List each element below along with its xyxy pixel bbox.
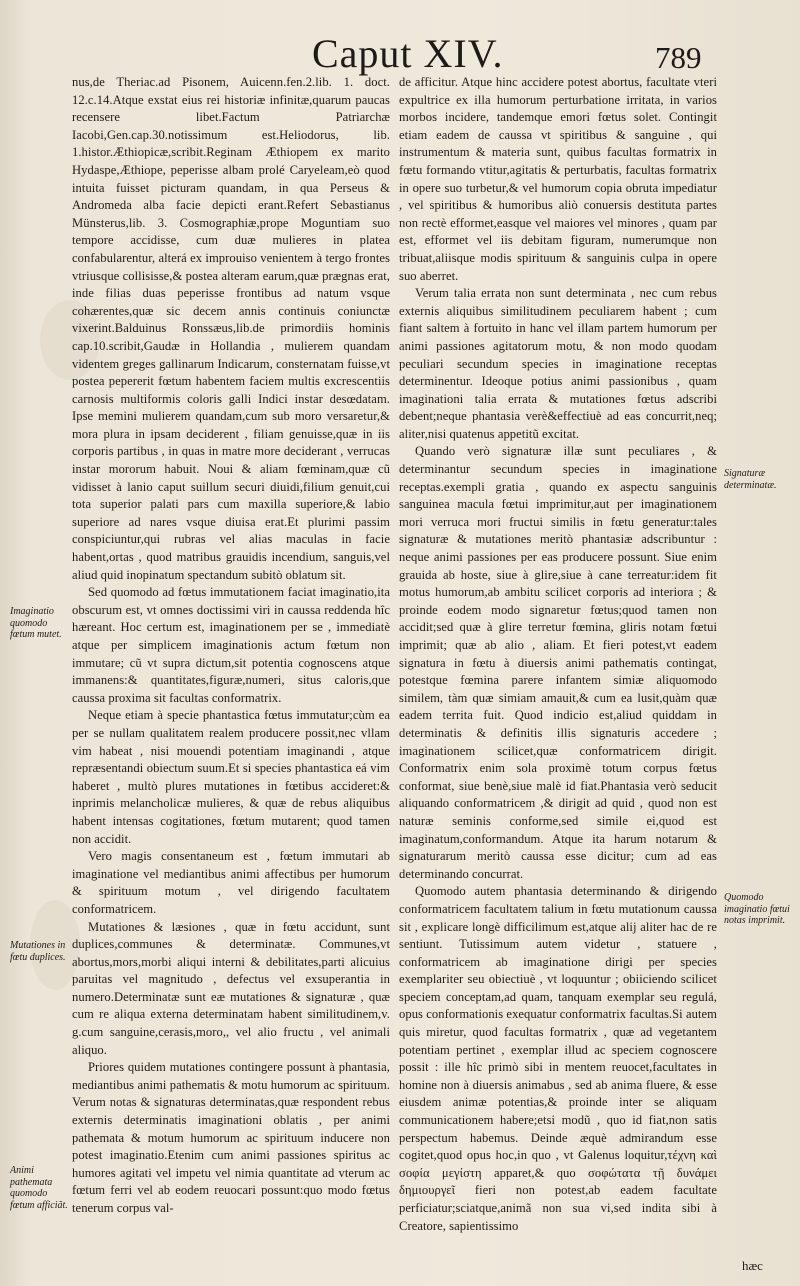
page-header xyxy=(0,28,800,78)
paragraph: de afficitur. Atque hinc accidere potest abortus, facultate vteri expultrice ex illa humorum perturbatione irritata, in varios morbos incidere, tandemque emori fœtus solet. Contingit etiam eadem de caussa vt spiritibus & sanguine , qui instrumentum & materia sunt, quibus facultas formatrix in fœtu formando vtitur,agitatis & perturbatis, facultas formatrix in opere suo turbetur,& vel humorum copia obruta impediatur , vel spiritibus & humoribus aliò conuersis destituta partes non rectè efformet,easque vel maiores vel minores , quam par est, efformet vel iis debitam figuram, numerumque non tribuat,aliisque modis spirituum & sanguinis culpa in opere suo aberret. xyxy=(399,75,717,283)
paragraph: Neque etiam à specie phantastica fœtus immutatur;cùm ea per se nullam qualitatem realem producere possit,nec vllam vim habeat , nisi mouendi potentiam imaginandi , atque repræsentandi obiectum suum.Et si species phantastica eá vim haberet , multò plures mutationes in fœtibus accideret:& inprimis melancholicæ mulieres, & quæ de rebus aliquibus habent intensas cogitationes, fœtum mutarent; quod tamen non accidit. xyxy=(72,708,390,846)
paragraph: nus,de Theriac.ad Pisonem, Auicenn.fen.2.lib. 1. doct. 12.c.14.Atque exstat eius rei historiæ infinitæ,quarum paucas recensere libet.Factum Patriarchæ Iacobi,Gen.cap.30.notissimum est.Heliodorus, lib. 1.histor.Æthiopicæ,scribit.Reginam Æthiopem ex marito Hydaspe,Æthiope, peperisse albam prolé Caryeleam,eò quod intuita fuisset picturam quandam, in qua Perseus & Andromeda alba facie depicti erant.Refert Sebastianus Münsterus,lib. 3. Cosmographiæ,prope Moguntiam suo tempore accidisse, cum duæ mulieres in platea confabularentur, alterá ex improuiso venientem à tergo frontes vtriusque collisisse,& postea alteram earum,quæ prægnas erat, inde filias duas peperisse frontibus ad natum vsque cohærentes,quæ sic decem annis continuis coniunctæ vixerint.Balduinus Ronssæus,lib.de primordiis hominis cap.10.scribit,Gaudæ in Hollandia , mulierem quandam videntem greges gallinarum Indicarum, consternatam fuisse,vt postea pepererit fœtum habentem faciem multis excrescentiis carnosis multiformis coloris galli Indici instar desœdatam. Ipse memini mulierem quandam,cum sub moro versaretur,& mora plura in ipsam deciderent , filiam genuisse,quæ in iis corporis partibus , in quas in matre more deciderant , verrucas instar mororum habuit. Noui & aliam fœminam,quæ cũ vidisset à lanio caput suillum securi diuidi,filium genuit,cui tota superior palati pars cum maxilla superiore,& labio superiore ad nares vsque diuisa erat.Et plurimi passim conspiciuntur,qui rubras vel alias maculas in facie habent,ortas , quod matribus grauidis incendium, sanguis,vel aliud quid inopinatum spectandum subitò oblatum sit. xyxy=(72,75,390,582)
paragraph: Verum talia errata non sunt determinata , nec cum rebus externis aliquibus similitudinem peculiarem habent ; cum fiant saltem à fortuito in hanc vel illam partem humorum per animi passiones agitatorum motu, & non modo quodam peculiari secundum species in imaginatione receptas determinentur. Ideoque potius animi passionibus , quam imaginationi talia errata & mutationes fœtus adscribi debent;neque phantasia verè&effectiuè ad eas concurrit,neq; aliter,nisi quatenus appetitũ excitat. xyxy=(399,286,717,441)
left-text-column xyxy=(72,74,390,1218)
margin-note-signaturae: Signaturæ determinatæ. xyxy=(724,468,777,491)
paragraph: Quomodo autem phantasia determinando & dirigendo conformatricem facultatem talium in fœtu mutationum caussa sit , explicare longè difficilimum est,atque alij aliter hac de re sentiunt. Tutissimum autem videtur , statuere , conformatricem ab imaginatione dirigi per species exemplariter seu obiectiuè , vt loquuntur ; obiiciendo scilicet speciem conceptam,ad quam, tanquam exemplar seu regulá, opus conformationis exequatur conformatrix facultas.Si autem quis miretur, quod facultas formatrix , quæ ad vegetantem potentiam pertinet , exemplar illud ac speciem cognoscere possit : ille hîc primò sibi in mentem reuocet,facultates in homine non à diuersis animabus , sed ab anima fluere, & esse eiusdem animæ potentias,& proinde inter se aliquam communicationem habere;etsi modũ , quo id fiat,non satis perspectum habemus. Deinde æquè admirandum esse cogitet,quod opus hoc,in quo , vt Galenus loquitur,τέχνη καὶ σοφία μεγίστη apparet,& quo σοφώτατα τῇ δυνάμει δημιουργεῖ fieri non potest,ab eadem facultate perficiatur;sciatque,animã non sua vi,sed indita sibi à Creatore, sapientissimo xyxy=(399,884,717,1233)
header-rule xyxy=(70,71,720,72)
margin-note-animi: Animi pathemata quomodo fœtum afficiãt. xyxy=(10,1165,68,1211)
paragraph: Sed quomodo ad fœtus immutationem faciat imaginatio,ita obscurum est, vt omnes doctissimi viri in caussa reddenda hîc hæreant. Hoc certum est, imaginationem per se , immediatè atque per simplicem imaginationis actum fœtum non immutare; cũ vt supra dictum,sit potentia cognoscens atque immanens:& quantitates,figuræ,numeri, situs caloris,que caussa proxima sit facultas conformatrix. xyxy=(72,585,390,705)
paragraph: Mutationes & læsiones , quæ in fœtu accidunt, sunt duplices,communes & determinatæ. Communes,vt abortus,mors,morbi aliqui interni & debilitates,parti alicuius paruitas vel magnitudo , defectus vel exsuperantia in numero.Determinatæ sunt eæ mutationes & signaturæ , quæ cum re aliqua externa determinatam habent similitudinem,v. g.cum sanguine,cerasis,moro,, vel alio fructu , vel animali aliquo. xyxy=(72,919,390,1057)
margin-note-quomodo: Quomodo imaginatio fœtui notas imprimit. xyxy=(724,892,790,926)
margin-note-imaginatio: Imaginatio quomodo fœtum mutet. xyxy=(10,606,62,640)
right-text-column xyxy=(399,74,717,1235)
running-title: Caput XIV. xyxy=(312,31,504,76)
column-gutter xyxy=(390,74,391,1204)
paragraph: Priores quidem mutationes contingere possunt à phantasia, mediantibus animi pathematis & motu humorum ac spirituum. Verum notas & signaturas determinatas,quæ respondent rebus externis determinatis imaginationi oblatis , per animi pathemata & motum humorum ac spirituum inducere non potest imaginatio.Etenim cum animi passiones spiritus ac humores agitati vel impetu vel nimia quantitate ad vterum ac fœtum ferri vel ab eodem reuocari possunt:quo modo fœtus tenerum corpus val- xyxy=(72,1060,390,1215)
paragraph: Quando verò signaturæ illæ sunt peculiares , & determinantur secundum species in imaginatione receptas.exempli gratia , quando ex aspectu sanguinis sanguinea macula fœtui imprimitur,aut per imaginationem mori verruca mori fructui similis in fœtu generatur:tales signaturæ & mutationes meritò phantasiæ adscribuntur : neque animi passiones per eas producere possunt. Siue enim grauida ab hoste, siue à glire,siue à cane terreatur:idem fit motus humorum,ab ambitu scilicet corporis ad interiora ; & proinde eodem modo signaretur fœtus;quod tamen non accidit;sed quæ à glire terretur fœmina, gliris notam fœtui imprimit; quæ ab alio , aliam. Et fieri potest,vt eadem signatura in fœtu à diuersis animi pathematis contingat, potestque fœmina parere infantem simiæ aliquomodo similem, tàm quæ simiam amauit,& cum ea lusit,quàm quæ eadem territa fuit. Quod indicio est,aliud quiddam in determinatis & definitis illis signaturis accedere ; imaginationem scilicet,quæ conformatricem dirigit. Conformatrix enim sola proximè totum corpus fœtus conformat, siue benè,siue malè id fiat.Phantasia verò seducit aliquando conformatricem ,& dirigit ad quid , quod non est naturæ seminis conforme,sed simile ei,quod est imaginatum,conformandum. Atque ita harum notarum & signaturarum meritò caussa esse dicitur; cum ad eas determinando concurrat. xyxy=(399,444,717,881)
paragraph: Vero magis consentaneum est , fœtum immutari ab imaginatione vel mediantibus animi affectibus per humorum & spirituum motum , vel dirigendo facultatem conformatricem. xyxy=(72,849,390,916)
margin-note-mutationes: Mutationes in fœtu duplices. xyxy=(10,940,66,963)
page-number: 789 xyxy=(655,40,702,75)
catchword: hæc xyxy=(742,1258,763,1273)
